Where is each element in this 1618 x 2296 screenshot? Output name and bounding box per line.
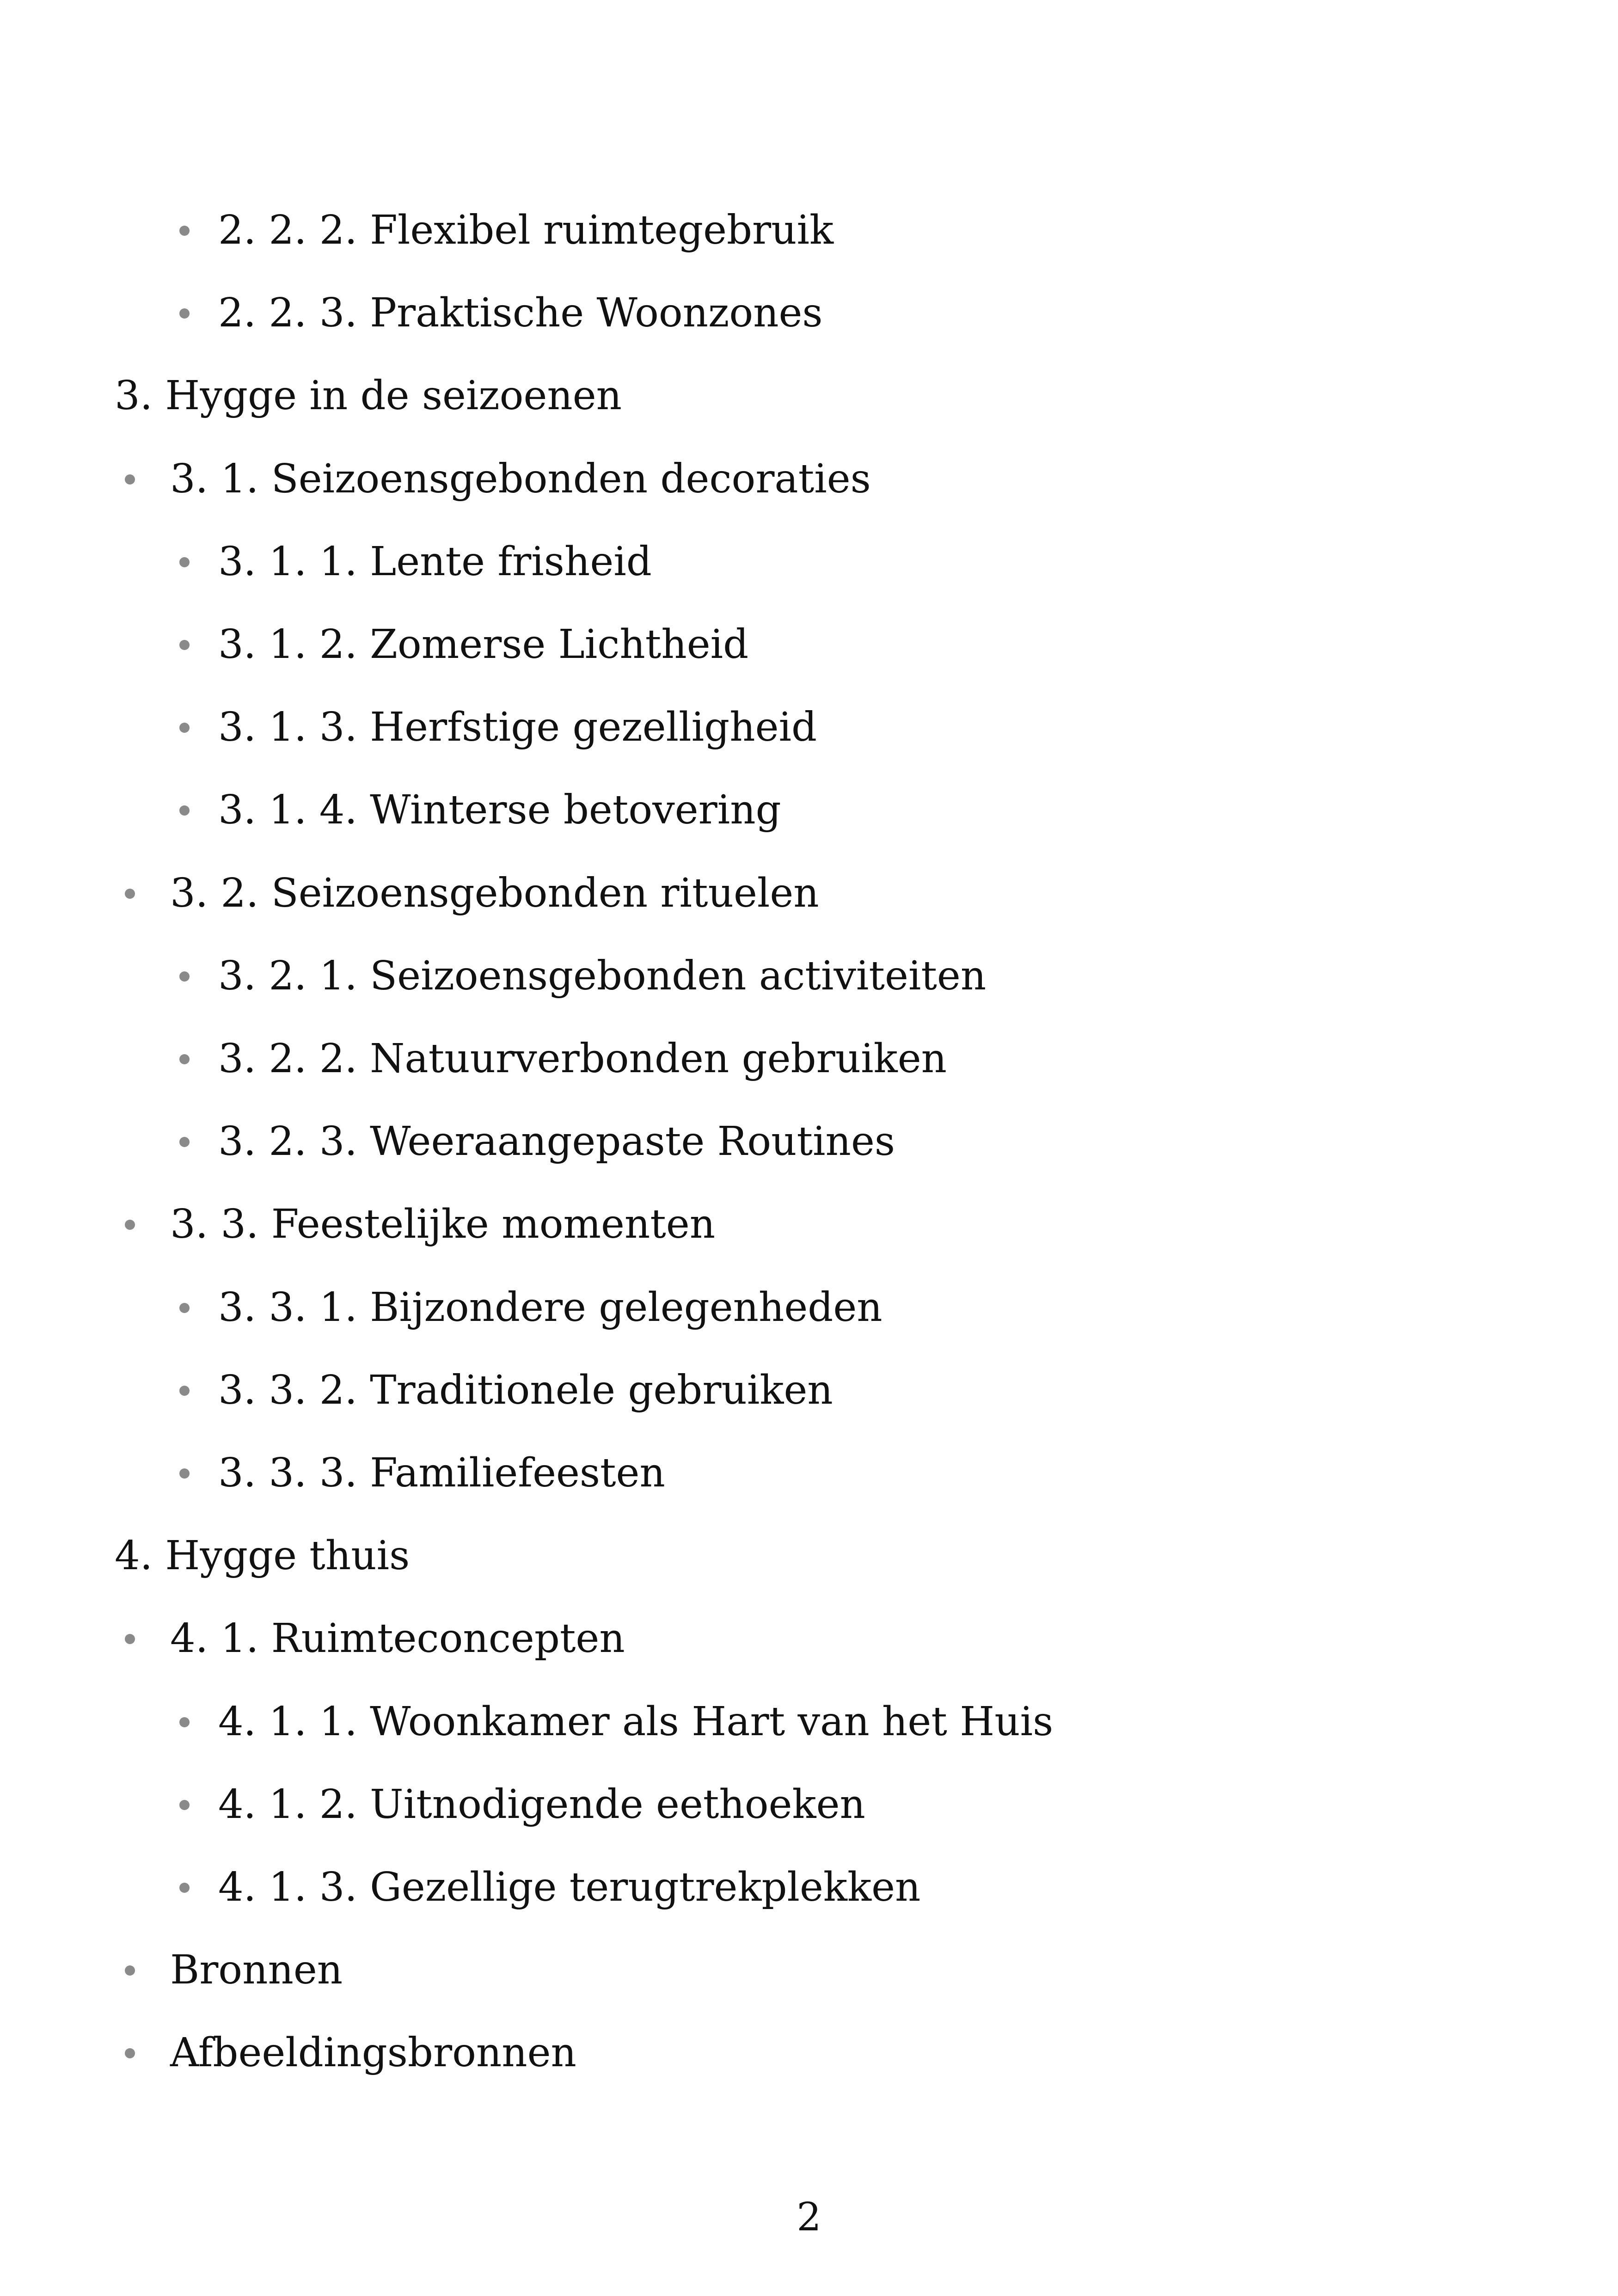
bullet-icon — [125, 889, 135, 899]
toc-entry-label: Afbeeldingsbronnen — [170, 2030, 576, 2076]
toc-entry[interactable] — [179, 700, 817, 755]
toc-entry[interactable] — [125, 2025, 576, 2081]
toc-entry[interactable] — [179, 1363, 833, 1418]
bullet-icon — [179, 226, 190, 236]
toc-entry-label: 3. 3. Feestelijke momenten — [170, 1201, 716, 1247]
toc-entry-label: 4. 1. 3. Gezellige terugtrekplekken — [218, 1864, 921, 1910]
page-number: 2 — [797, 2194, 821, 2240]
bullet-icon — [125, 1634, 135, 1644]
bullet-icon — [179, 640, 190, 650]
toc-entry-label: 3. Hygge in de seizoenen — [115, 373, 622, 419]
toc-entry-label: 3. 2. 3. Weeraangepaste Routines — [218, 1118, 895, 1165]
toc-entry[interactable] — [179, 534, 652, 589]
toc-entry[interactable] — [179, 617, 748, 672]
toc-entry-label: 2. 2. 2. Flexibel ruimtegebruik — [218, 207, 834, 253]
toc-entry-label: 3. 2. 1. Seizoensgebonden activiteiten — [218, 953, 987, 999]
bullet-icon — [179, 805, 190, 816]
bullet-icon — [125, 1965, 135, 1976]
toc-entry[interactable] — [179, 948, 986, 1004]
toc-entry-label: 3. 1. 2. Zomerse Lichtheid — [218, 621, 749, 668]
toc-entry[interactable] — [115, 368, 622, 424]
toc-entry-label: 4. 1. 2. Uitnodigende eethoeken — [218, 1781, 865, 1828]
toc-entry-label: 3. 1. 3. Herfstige gezelligheid — [218, 704, 817, 750]
bullet-icon — [179, 1303, 190, 1313]
bullet-icon — [179, 1054, 190, 1064]
bullet-icon — [179, 1468, 190, 1479]
toc-entry-label: 4. 1. Ruimteconcepten — [170, 1615, 625, 1662]
toc-entry[interactable] — [179, 1280, 883, 1335]
bullet-icon — [179, 1137, 190, 1147]
toc-entry[interactable] — [179, 285, 823, 341]
toc-entry[interactable] — [125, 451, 871, 507]
toc-entry[interactable] — [179, 203, 834, 258]
toc-entry[interactable] — [115, 1528, 410, 1584]
toc-entry-label: 3. 3. 2. Traditionele gebruiken — [218, 1367, 833, 1413]
toc-entry-label: 2. 2. 3. Praktische Woonzones — [218, 290, 823, 336]
bullet-icon — [125, 2048, 135, 2058]
toc-entry[interactable] — [179, 1777, 865, 1832]
bullet-icon — [125, 1220, 135, 1230]
toc-entry-label: 3. 1. 1. Lente frisheid — [218, 539, 652, 585]
toc-entry[interactable] — [179, 1114, 895, 1169]
toc-entry-label: 4. 1. 1. Woonkamer als Hart van het Huis — [218, 1699, 1054, 1745]
bullet-icon — [179, 557, 190, 567]
toc-entry[interactable] — [125, 1942, 343, 1998]
bullet-icon — [179, 1883, 190, 1893]
toc-entry-label: 3. 3. 3. Familiefeesten — [218, 1450, 665, 1496]
toc-entry-label: Bronnen — [170, 1947, 343, 1993]
toc-entry-label: 4. Hygge thuis — [115, 1533, 410, 1579]
bullet-icon — [179, 723, 190, 733]
toc-entry-label: 3. 1. Seizoensgebonden decoraties — [170, 456, 871, 502]
bullet-icon — [179, 1386, 190, 1396]
bullet-icon — [179, 971, 190, 982]
toc-entry[interactable] — [125, 866, 819, 921]
toc-entry-label: 3. 1. 4. Winterse betovering — [218, 787, 781, 833]
toc-entry[interactable] — [125, 1197, 715, 1252]
toc-entry[interactable] — [179, 1031, 947, 1087]
bullet-icon — [179, 1800, 190, 1810]
toc-entry-label: 3. 2. 2. Natuurverbonden gebruiken — [218, 1036, 947, 1082]
toc-entry[interactable] — [179, 782, 781, 838]
toc-entry[interactable] — [179, 1445, 665, 1501]
toc-entry[interactable] — [179, 1860, 920, 1915]
bullet-icon — [179, 1717, 190, 1727]
toc-entry[interactable] — [179, 1694, 1053, 1750]
toc-entry-label: 3. 2. Seizoensgebonden rituelen — [170, 870, 819, 916]
toc-entry-label: 3. 3. 1. Bijzondere gelegenheden — [218, 1284, 883, 1331]
bullet-icon — [125, 474, 135, 485]
toc-entry[interactable] — [125, 1611, 625, 1666]
bullet-icon — [179, 308, 190, 319]
